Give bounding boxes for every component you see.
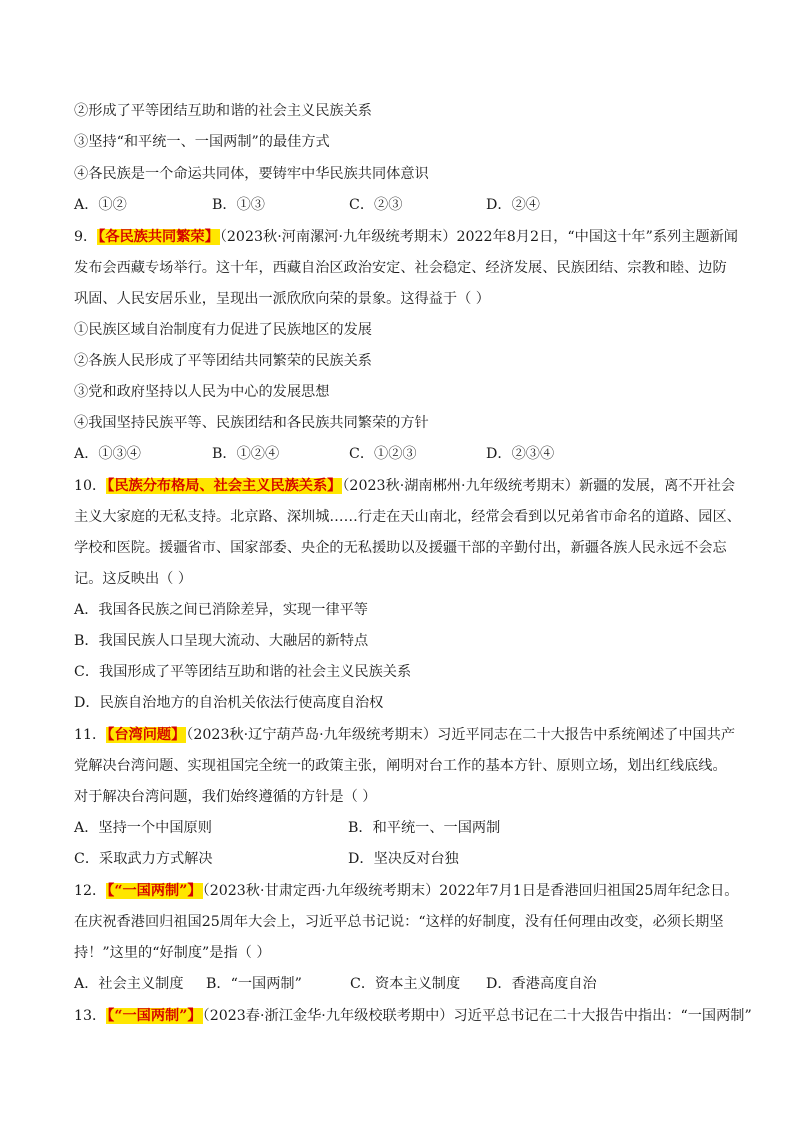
q11-option-a[interactable]: A．坚持一个中国原则 [74, 820, 212, 836]
q9-stem-line-3: 巩固、人民安居乐业，呈现出一派欣欣向荣的景象。这得益于（ ） [74, 291, 490, 307]
q9-option-b[interactable]: B．①②④ [212, 446, 280, 462]
q12-stem-line-2: 在庆祝香港回归祖国25周年大会上，习近平总书记说：“这样的好制度，没有任何理由改变，必须长期坚 [74, 914, 724, 930]
q12-stem-line-3: 持！”这里的“好制度”是指（ ） [74, 945, 271, 961]
q13-topic-tag: 【“一国两制”】 [107, 1008, 202, 1024]
q11-stem-line-3: 对于解决台湾问题，我们始终遵循的方针是（ ） [74, 789, 377, 805]
q12-option-c[interactable]: C．资本主义制度 [350, 976, 461, 992]
q10-stem-line-1 [74, 477, 736, 495]
q8-option-b[interactable]: B．①③ [212, 197, 265, 213]
q9-option-d[interactable]: D．②③④ [486, 446, 555, 462]
q11-topic-tag: 【台湾问题】 [107, 727, 186, 743]
q13-source: （2023春·浙江金华·九年级校联考期中） [202, 1008, 454, 1024]
q11-option-c[interactable]: C．采取武力方式解决 [74, 851, 213, 867]
q10-stem-line-4: 记。这反映出（ ） [74, 571, 193, 587]
q13-stem-line-1 [74, 1007, 752, 1025]
q9-source: （2023秋·河南漯河·九年级统考期末） [219, 229, 457, 245]
q10-stem-text: 新疆的发展，离不开社会 [579, 478, 736, 494]
q8-option-c[interactable]: C．②③ [349, 197, 403, 213]
q11-stem-line-2: 党解决台湾问题、实现祖国完全统一的政策主张，阐明对台工作的基本方针、原则立场，划出红线底线。 [74, 758, 727, 774]
q12-option-d[interactable]: D．香港高度自治 [486, 976, 597, 992]
q12-stem-line-1 [74, 882, 739, 900]
q12-option-a[interactable]: A．社会主义制度 [74, 976, 184, 992]
q12-source: （2023秋·甘肃定西·九年级统考期末） [202, 883, 440, 899]
q9-topic-tag: 【各民族共同繁荣】 [98, 229, 219, 245]
q13-stem-text: 习近平总书记在二十大报告中指出：“一国两制” [453, 1008, 752, 1024]
q11-number: 11． [74, 727, 107, 743]
q11-stem-line-1 [74, 726, 736, 744]
q9-item-4: ④我国坚持民族平等、民族团结和各民族共同繁荣的方针 [74, 415, 429, 431]
q8-option-a[interactable]: A．①② [74, 197, 127, 213]
q11-option-d[interactable]: D．坚决反对台独 [348, 851, 459, 867]
q13-number: 13． [74, 1008, 107, 1024]
q8-option-d[interactable]: D．②④ [486, 197, 540, 213]
q12-option-b[interactable]: B．“一国两制” [206, 976, 302, 992]
q9-number: 9． [74, 229, 98, 245]
q9-stem-line-2: 发布会西藏专场举行。这十年，西藏自治区政治安定、社会稳定、经济发展、民族团结、宗教和睦、边防 [74, 260, 727, 276]
q10-source: （2023秋·湖南郴州·九年级统考期末） [342, 478, 579, 494]
q9-item-1: ①民族区域自治制度有力促进了民族地区的发展 [74, 322, 372, 338]
q10-option-c[interactable]: C．我国形成了平等团结互助和谐的社会主义民族关系 [74, 664, 412, 680]
q9-stem-line-1 [74, 228, 738, 246]
q10-topic-tag: 【民族分布格局、社会主义民族关系】 [107, 478, 342, 494]
q9-option-a[interactable]: A．①③④ [74, 446, 141, 462]
q10-option-b[interactable]: B．我国民族人口呈现大流动、大融居的新特点 [74, 633, 369, 649]
q10-option-a[interactable]: A．我国各民族之间已消除差异，实现一律平等 [74, 602, 368, 618]
q12-number: 12． [74, 883, 107, 899]
q12-stem-text: 2022年7月1日是香港回归祖国25周年纪念日。 [439, 883, 739, 899]
q8-item-4: ④各民族是一个命运共同体，要铸牢中华民族共同体意识 [74, 166, 429, 182]
q10-stem-line-2: 主义大家庭的无私支持。北京路、深圳城……行走在天山南北，经常会看到以兄弟省市命名的道路、园区、 [74, 509, 741, 525]
q8-item-3: ③坚持“和平统一、一国两制”的最佳方式 [74, 134, 330, 150]
q10-option-d[interactable]: D．民族自治地方的自治机关依法行使高度自治权 [74, 695, 384, 711]
q11-source: （2023秋·辽宁葫芦岛·九年级统考期末） [186, 727, 438, 743]
q9-stem-text: 2022年8月2日，“中国这十年”系列主题新闻 [456, 229, 738, 245]
q9-option-c[interactable]: C．①②③ [349, 446, 417, 462]
q9-item-2: ②各族人民形成了平等团结共同繁荣的民族关系 [74, 353, 372, 369]
q12-topic-tag: 【“一国两制”】 [107, 883, 202, 899]
q11-stem-text: 习近平同志在二十大报告中系统阐述了中国共产 [437, 727, 736, 743]
q8-item-2: ②形成了平等团结互助和谐的社会主义民族关系 [74, 103, 372, 119]
q10-number: 10． [74, 478, 107, 494]
q11-option-b[interactable]: B．和平统一、一国两制 [348, 820, 501, 836]
q9-item-3: ③党和政府坚持以人民为中心的发展思想 [74, 384, 330, 400]
q10-stem-line-3: 学校和医院。援疆省市、国家部委、央企的无私援助以及援疆干部的辛勤付出，新疆各族人民永远不会忘 [74, 540, 727, 556]
